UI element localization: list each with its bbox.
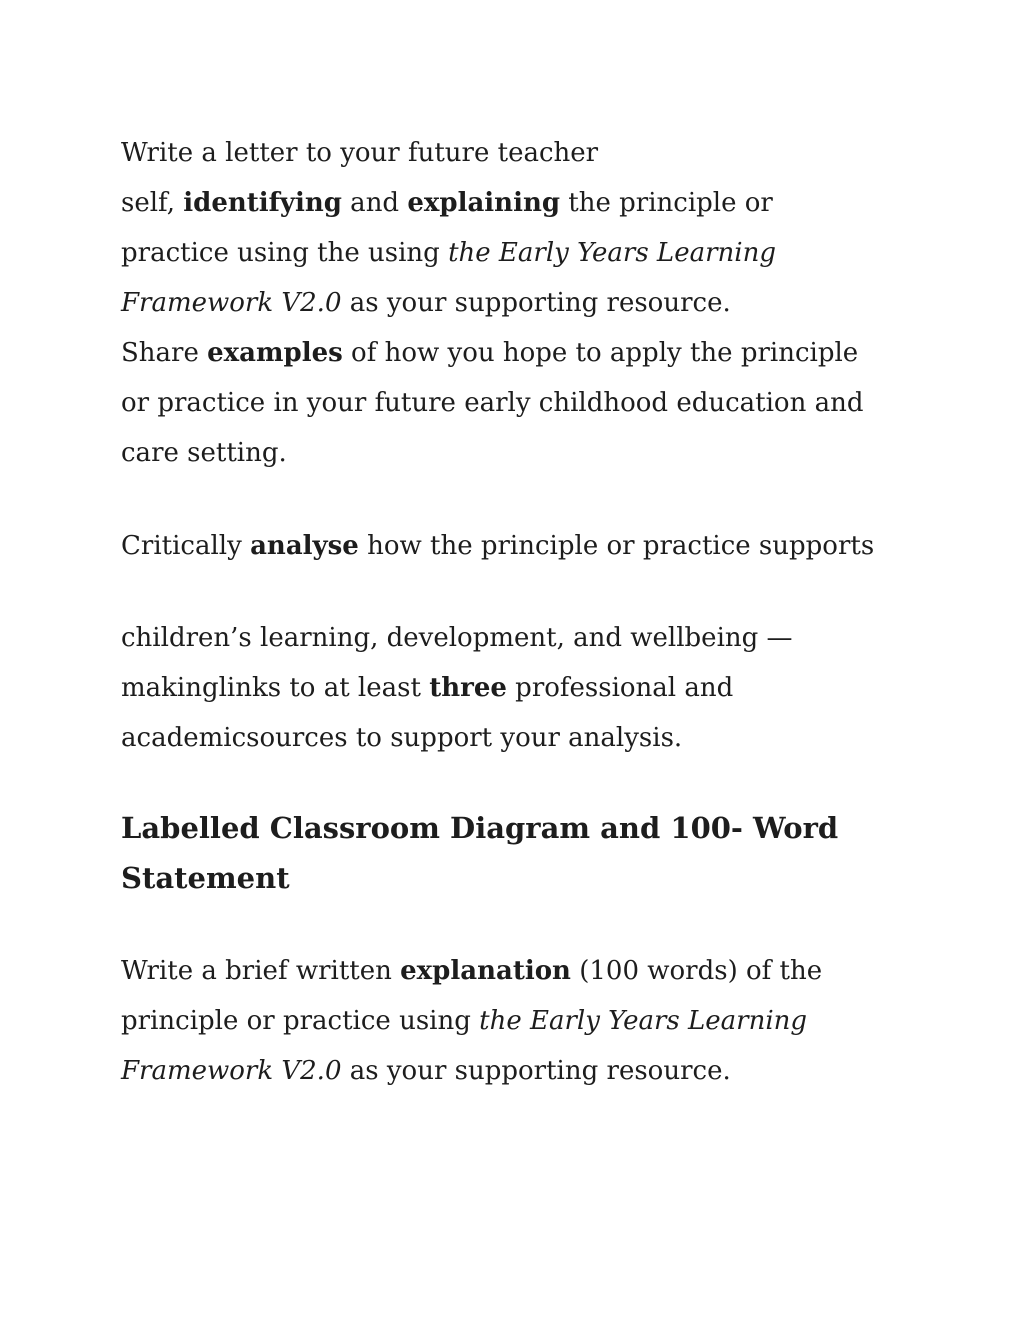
text-span: (100 words) of the [570, 956, 823, 986]
text-span: or practice in your future early childhood education and [121, 388, 864, 418]
document-body [121, 128, 911, 1096]
text-span: of how you hope to apply the principle [342, 338, 859, 368]
text-span: practice using the using [121, 238, 449, 268]
framework-title-italic: the Early Years Learning [448, 238, 776, 268]
text-span: principle or practice using [121, 1006, 480, 1036]
text-span: academicsources to support your analysis. [121, 723, 683, 753]
text-span: the principle or [560, 188, 773, 218]
text-span: as your supporting resource. [341, 1056, 731, 1086]
framework-title-italic: Framework V2.0 [121, 288, 342, 318]
emphasis-examples: examples [207, 338, 343, 368]
heading-line: Statement [121, 861, 290, 895]
sources-paragraph [121, 613, 911, 763]
explanation-paragraph [121, 946, 911, 1096]
emphasis-explanation: explanation [400, 956, 571, 986]
framework-title-italic: the Early Years Learning [479, 1006, 808, 1036]
text-span: care setting. [121, 438, 287, 468]
text-span: Share [121, 338, 208, 368]
heading-line: Labelled Classroom Diagram and 100- Word [121, 811, 839, 845]
emphasis-analyse: analyse [250, 531, 359, 561]
text-span: makinglinks to at least [121, 673, 430, 703]
emphasis-identifying: identifying [183, 188, 342, 218]
section-heading [121, 803, 911, 903]
analyse-paragraph [121, 521, 911, 571]
letter-instruction-paragraph [121, 128, 911, 478]
text-span: as your supporting resource. [341, 288, 731, 318]
emphasis-explaining: explaining [407, 188, 561, 218]
text-span: Write a brief written [121, 956, 401, 986]
text-span: self, [121, 188, 184, 218]
text-span: and [341, 188, 408, 218]
framework-title-italic: Framework V2.0 [121, 1056, 342, 1086]
emphasis-three: three [429, 673, 507, 703]
text-span: children’s learning, development, and wellbeing — [121, 623, 793, 653]
text-span: Critically [121, 531, 251, 561]
text-span: professional and [506, 673, 734, 703]
text-span: Write a letter to your future teacher [121, 138, 599, 168]
text-span: how the principle or practice supports [358, 531, 875, 561]
